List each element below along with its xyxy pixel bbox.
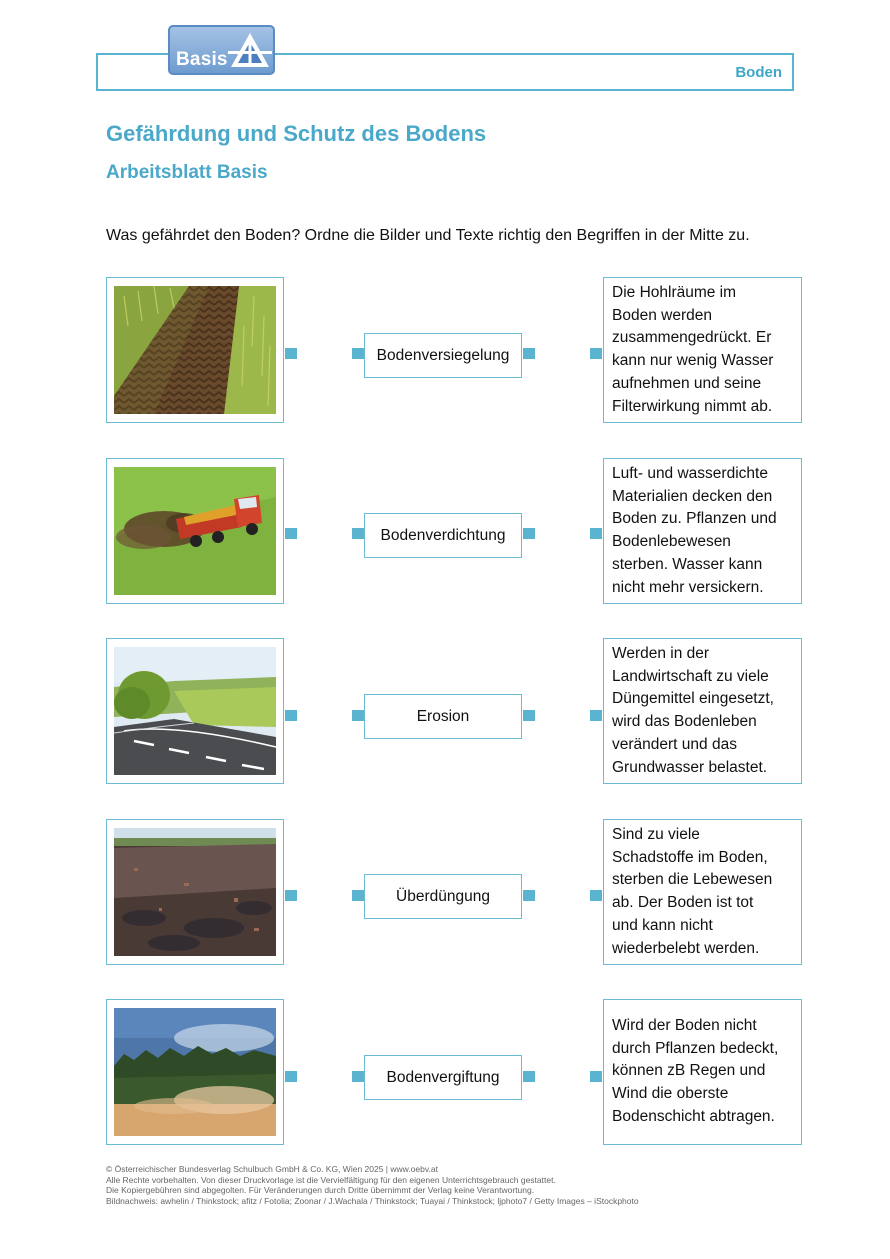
tractor-tracks-in-field-photo [114, 286, 276, 414]
text-line: Boden werden [612, 306, 712, 324]
connector-dot-term-left-3 [352, 710, 364, 721]
text-line: sterben die Lebewesen [612, 871, 773, 889]
term-box-3[interactable]: Erosion [364, 694, 522, 739]
connector-dot-text-2 [590, 528, 602, 539]
image-box-4[interactable] [106, 819, 284, 965]
connector-dot-term-left-5 [352, 1071, 364, 1082]
connector-dot-term-left-2 [352, 528, 364, 539]
text-line: Bodenlebewesen [612, 533, 731, 551]
text-line: Luft- und wasserdichte [612, 465, 768, 482]
text-box-4[interactable] [603, 819, 802, 965]
connector-dot-image-5 [285, 1071, 297, 1082]
basis-logo [168, 25, 275, 75]
image-box-5[interactable] [106, 999, 284, 1145]
term-box-1[interactable]: Bodenversiegelung [364, 333, 522, 378]
text-line: Grundwasser belastet. [612, 758, 768, 776]
text-line: verändert und das [612, 735, 737, 753]
text-box-5[interactable] [603, 999, 802, 1145]
text-line: können zB Regen und [612, 1062, 766, 1080]
dust-blowing-over-field-photo [114, 1008, 276, 1136]
term-box-4[interactable]: Überdüngung [364, 874, 522, 919]
instruction-text: Was gefährdet den Boden? Ordne die Bilder und Texte richtig den Begriffen in der Mitte zu. [106, 227, 750, 244]
connector-dot-term-right-3 [523, 710, 535, 721]
polluted-ground-debris-photo [114, 828, 276, 956]
text-line: Schadstoffe im Boden, [612, 848, 768, 866]
page-subtitle: Arbeitsblatt Basis [106, 162, 268, 183]
text-line: Bodenschicht abtragen. [612, 1107, 775, 1125]
text-box-1[interactable] [603, 277, 802, 423]
text-line: sterben. Wasser kann [612, 555, 763, 573]
footer-line: Die Kopiergebühren sind abgegolten. Für Veränderungen durch Dritte übernimmt der Verlag keine Verantwortung. [106, 1185, 535, 1196]
image-box-1[interactable] [106, 277, 284, 423]
footer-line: © Österreichischer Bundesverlag Schulbuch GmbH & Co. KG, Wien 2025 | www.oebv.at [106, 1164, 438, 1174]
text-line: nicht mehr versickern. [612, 578, 764, 596]
connector-dot-image-1 [285, 348, 297, 359]
text-line: durch Pflanzen bedeckt, [612, 1039, 779, 1057]
text-line: wiederbelebt werden. [612, 939, 760, 957]
text-line: Werden in der [612, 645, 710, 662]
connector-dot-term-right-5 [523, 1071, 535, 1082]
connector-dot-term-right-1 [523, 348, 535, 359]
connector-dot-term-left-4 [352, 890, 364, 901]
subject-label: Boden [735, 64, 782, 81]
connector-dot-image-2 [285, 528, 297, 539]
connector-dot-term-right-4 [523, 890, 535, 901]
footer-line: Alle Rechte vorbehalten. Von dieser Druckvorlage ist die Vervielfältigung für den eigenen Unterrichtsgebrauch gestattet. [106, 1174, 556, 1185]
text-line: Sind zu viele [612, 826, 700, 843]
image-box-3[interactable] [106, 638, 284, 784]
text-line: aufnehmen und seine [612, 374, 762, 392]
page-title: Gefährdung und Schutz des Bodens [106, 121, 487, 146]
footer-line: Bildnachweis: awhelin / Thinkstock; afitz / Fotolia; Zoonar / J.Wachala / Thinkstock; Tuayai / Thinkstock; ljphoto7 / Getty Images – iStockphoto [106, 1195, 639, 1206]
connector-dot-image-4 [285, 890, 297, 901]
connector-dot-text-1 [590, 348, 602, 359]
connector-dot-text-4 [590, 890, 602, 901]
text-line: Materialien decken den [612, 487, 773, 505]
text-line: Filterwirkung nimmt ab. [612, 397, 773, 415]
text-line: Boden zu. Pflanzen und [612, 510, 777, 528]
text-line: Wird der Boden nicht [612, 1017, 757, 1034]
text-line: Wind die oberste [612, 1085, 729, 1103]
manure-spreader-truck-photo [114, 467, 276, 595]
connector-dot-text-3 [590, 710, 602, 721]
asphalt-road-landscape-photo [114, 647, 276, 775]
connector-dot-text-5 [590, 1071, 602, 1082]
text-line: Landwirtschaft zu viele [612, 667, 769, 685]
text-line: zusammengedrückt. Er [612, 329, 772, 347]
image-box-2[interactable] [106, 458, 284, 604]
triangle-logo-icon [228, 30, 272, 70]
connector-dot-image-3 [285, 710, 297, 721]
connector-dot-term-right-2 [523, 528, 535, 539]
term-box-5[interactable]: Bodenvergiftung [364, 1055, 522, 1100]
text-line: Die Hohlräume im [612, 284, 737, 301]
text-box-2[interactable] [603, 458, 802, 604]
copyright-footer [106, 1164, 826, 1206]
text-line: ab. Der Boden ist tot [612, 894, 754, 912]
text-box-3[interactable] [603, 638, 802, 784]
text-line: wird das Bodenleben [612, 713, 757, 731]
term-box-2[interactable]: Bodenverdichtung [364, 513, 522, 558]
logo-text: Basis [176, 49, 228, 70]
connector-dot-term-left-1 [352, 348, 364, 359]
text-line: und kann nicht [612, 916, 713, 934]
text-line: kann nur wenig Wasser [612, 352, 774, 370]
text-line: Düngemittel eingesetzt, [612, 690, 774, 708]
